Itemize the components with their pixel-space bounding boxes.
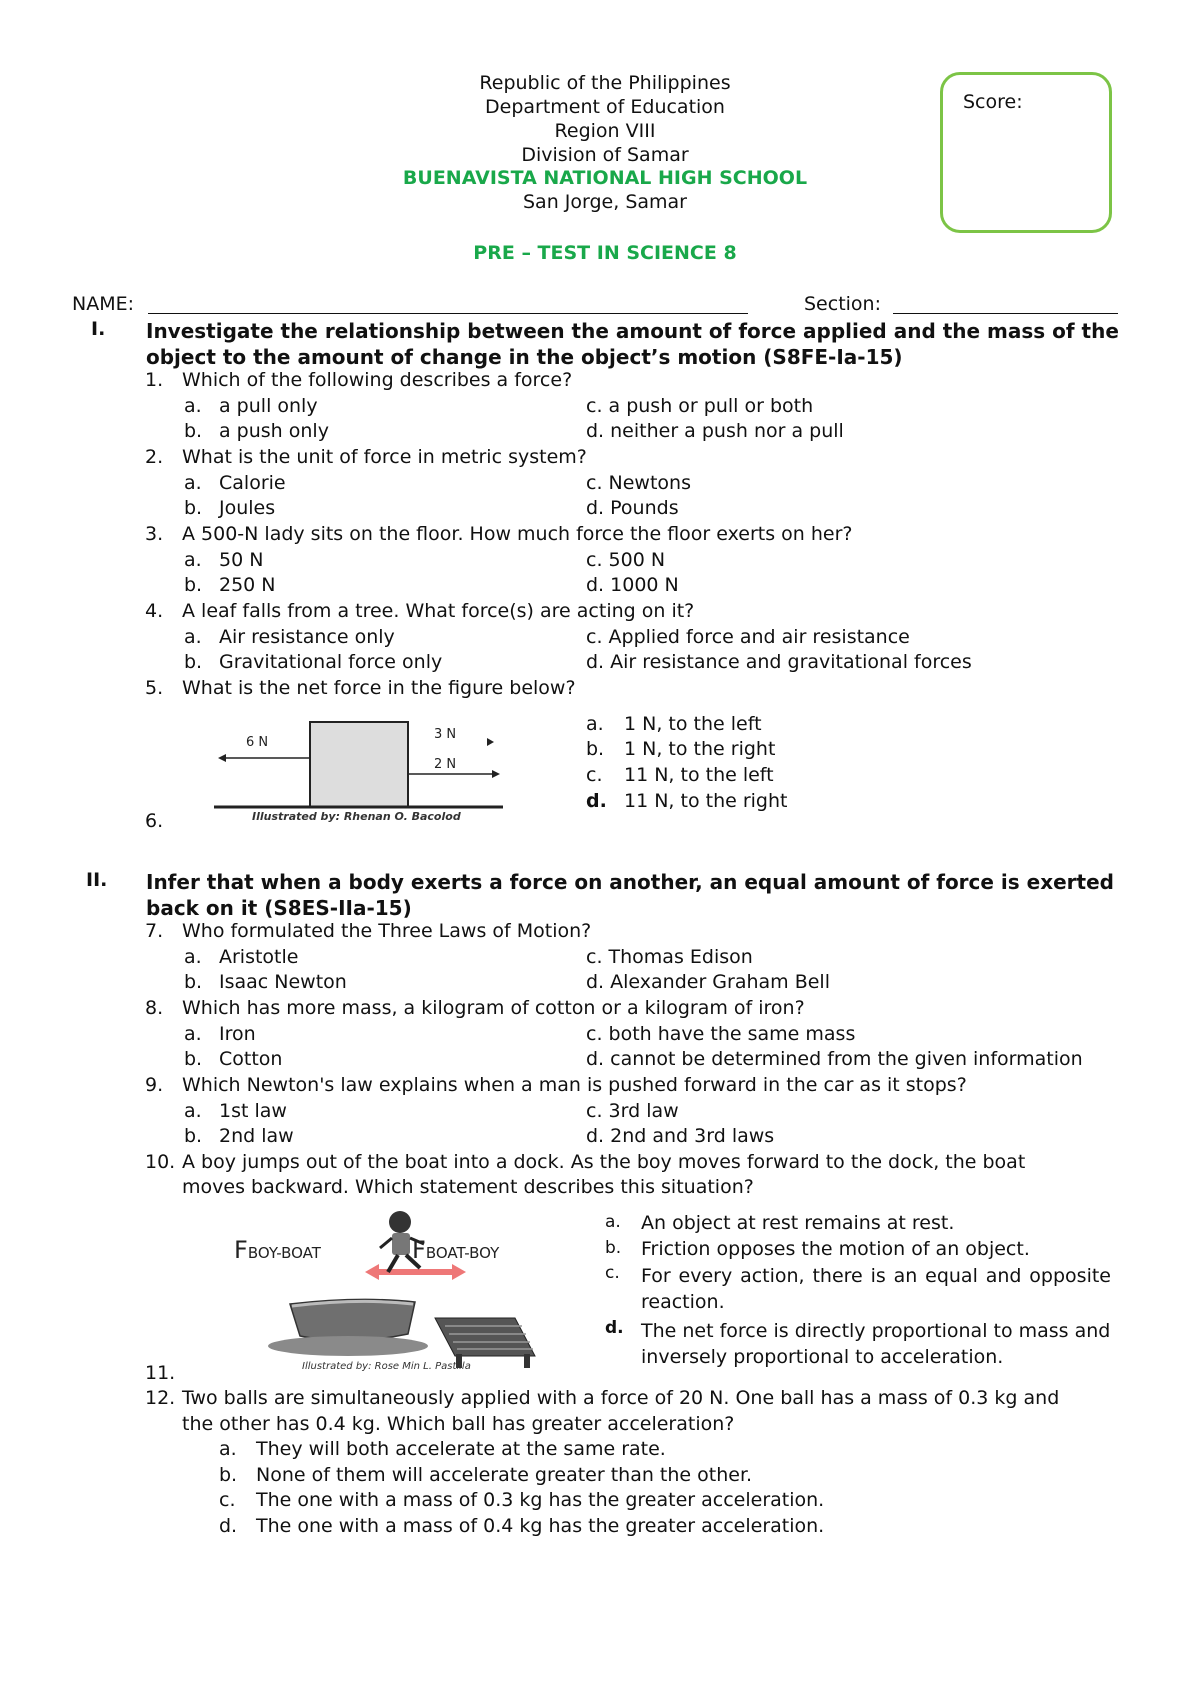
option-letter: a.: [184, 1023, 202, 1045]
boy-head: [389, 1211, 411, 1233]
header-region: Region VIII: [554, 120, 656, 142]
boat-dock-figure: [230, 1206, 550, 1371]
arrowhead-right: [452, 1264, 466, 1280]
option-text: d. cannot be determined from the given information: [586, 1048, 1083, 1070]
score-box: [940, 72, 1112, 233]
question-text: Which of the following describes a force?: [182, 369, 573, 391]
option-letter: b.: [219, 1464, 238, 1486]
arrowhead-left: [365, 1264, 379, 1280]
question-number: 7.: [145, 920, 164, 942]
question-text: Two balls are simultaneously applied with a force of 20 N. One ball has a mass of 0.3 kg and: [182, 1387, 1060, 1409]
right-arrowhead-2: [492, 770, 500, 778]
header-republic: Republic of the Philippines: [479, 72, 731, 94]
option-text: The one with a mass of 0.3 kg has the greater acceleration.: [256, 1489, 825, 1511]
option-letter: b.: [184, 574, 203, 596]
question-text: Who formulated the Three Laws of Motion?: [182, 920, 592, 942]
label-f-boy-boat: FBOY-BOAT: [234, 1236, 321, 1264]
option-text: c. both have the same mass: [586, 1023, 856, 1045]
option-letter: b.: [184, 497, 203, 519]
option-text: 11 N, to the left: [624, 764, 774, 786]
label-f-boat-boy: FBOAT-BOY: [412, 1236, 500, 1264]
option-letter: a.: [184, 1100, 202, 1122]
option-text: Isaac Newton: [219, 971, 347, 993]
header-department: Department of Education: [485, 96, 725, 118]
option-letter: d.: [586, 790, 607, 812]
right-force-label-2: 2 N: [434, 757, 457, 772]
option-letter: a.: [184, 472, 202, 494]
question-text: Which has more mass, a kilogram of cotton or a kilogram of iron?: [182, 997, 805, 1019]
section-1-title: Investigate the relationship between the amount of force applied and the mass of the object to the amount of change in the object’s motion (S8FE-Ia-15): [146, 319, 1119, 369]
right-arrowhead-1: [487, 738, 494, 746]
left-arrowhead: [218, 754, 226, 762]
water: [268, 1336, 428, 1356]
section-label: Section:: [804, 293, 881, 315]
option-text: d. Air resistance and gravitational forces: [586, 651, 972, 673]
question-number: 3.: [145, 523, 164, 545]
test-title: PRE – TEST IN SCIENCE 8: [473, 242, 737, 264]
question-text: A 500-N lady sits on the floor. How much force the floor exerts on her?: [182, 523, 853, 545]
option-text: d. 1000 N: [586, 574, 679, 596]
option-letter: a.: [184, 626, 202, 648]
option-text: a pull only: [219, 395, 318, 417]
option-letter: d.: [219, 1515, 238, 1537]
question-text: A leaf falls from a tree. What force(s) are acting on it?: [182, 600, 695, 622]
boy-body: [392, 1233, 410, 1255]
dock: [435, 1318, 535, 1356]
option-text: 250 N: [219, 574, 276, 596]
option-text: c. Thomas Edison: [586, 946, 753, 968]
option-text: The net force is directly proportional to mass and inversely proportional to acceleration.: [641, 1320, 1111, 1368]
option-letter: c.: [586, 764, 603, 786]
option-letter: a.: [184, 395, 202, 417]
option-letter: a.: [184, 946, 202, 968]
option-text: d. Pounds: [586, 497, 679, 519]
name-label: NAME:: [72, 293, 135, 315]
option-letter: d.: [605, 1318, 624, 1338]
option-text: 50 N: [219, 549, 264, 571]
option-text: Cotton: [219, 1048, 283, 1070]
net-force-figure: [210, 716, 510, 822]
header-division: Division of Samar: [521, 144, 689, 166]
right-force-label-1: 3 N: [434, 727, 457, 742]
option-text: Air resistance only: [219, 626, 395, 648]
question-text: What is the net force in the figure below?: [182, 677, 576, 699]
option-letter: a.: [184, 549, 202, 571]
option-letter: c.: [605, 1263, 620, 1283]
option-text: 11 N, to the right: [624, 790, 788, 812]
option-text: None of them will accelerate greater than the other.: [256, 1464, 753, 1486]
option-text: Gravitational force only: [219, 651, 443, 673]
option-text: c. Newtons: [586, 472, 691, 494]
option-text: Iron: [219, 1023, 256, 1045]
option-text: 1 N, to the left: [624, 713, 762, 735]
option-letter: a.: [219, 1438, 237, 1460]
option-text: The one with a mass of 0.4 kg has the greater acceleration.: [256, 1515, 825, 1537]
question-text: the other has 0.4 kg. Which ball has greater acceleration?: [182, 1413, 735, 1435]
option-text: d. 2nd and 3rd laws: [586, 1125, 775, 1147]
section-1-number: I.: [91, 318, 106, 340]
question-text: Which Newton's law explains when a man is pushed forward in the car as it stops?: [182, 1074, 967, 1096]
option-letter: b.: [605, 1238, 622, 1258]
question-text: A boy jumps out of the boat into a dock. As the boy moves forward to the dock, the boat: [182, 1151, 1026, 1173]
question-text: What is the unit of force in metric system?: [182, 446, 587, 468]
option-text: 1 N, to the right: [624, 738, 776, 760]
question-number: 5.: [145, 677, 164, 699]
option-text: c. 500 N: [586, 549, 666, 571]
option-text: d. Alexander Graham Bell: [586, 971, 830, 993]
option-text: They will both accelerate at the same rate.: [256, 1438, 666, 1460]
figure-credit: Illustrated by: Rhenan O. Bacolod: [252, 810, 461, 822]
question-number: 9.: [145, 1074, 164, 1096]
left-force-label: 6 N: [246, 735, 269, 750]
option-text: 2nd law: [219, 1125, 294, 1147]
question-number: 1.: [145, 369, 164, 391]
option-letter: a.: [586, 713, 604, 735]
question-number: 11.: [145, 1362, 176, 1384]
option-letter: b.: [184, 651, 203, 673]
option-text: Friction opposes the motion of an object.: [641, 1238, 1030, 1260]
block: [310, 722, 408, 807]
section-2-number: II.: [86, 869, 108, 891]
question-number: 12.: [145, 1387, 176, 1409]
question-number: 6.: [145, 810, 164, 832]
option-text: a push only: [219, 420, 329, 442]
option-text: Joules: [219, 497, 276, 519]
section-field[interactable]: [893, 313, 1118, 314]
option-letter: b.: [184, 1048, 203, 1070]
option-letter: b.: [586, 738, 605, 760]
option-text: 1st law: [219, 1100, 287, 1122]
option-text: c. Applied force and air resistance: [586, 626, 910, 648]
question-number: 8.: [145, 997, 164, 1019]
score-label: Score:: [963, 91, 1023, 113]
option-text: c. a push or pull or both: [586, 395, 814, 417]
option-letter: b.: [184, 1125, 203, 1147]
question-number: 2.: [145, 446, 164, 468]
section-2-title: Infer that when a body exerts a force on another, an equal amount of force is exerted back on it (S8ES-IIa-15): [146, 870, 1114, 920]
option-text: Aristotle: [219, 946, 299, 968]
question-number: 10.: [145, 1151, 176, 1173]
option-text: An object at rest remains at rest.: [641, 1212, 955, 1234]
option-letter: b.: [184, 971, 203, 993]
option-letter: a.: [605, 1212, 621, 1232]
school-name: BUENAVISTA NATIONAL HIGH SCHOOL: [402, 167, 808, 189]
option-letter: b.: [184, 420, 203, 442]
figure-credit: Illustrated by: Rose Min L. Pastilla: [302, 1361, 471, 1371]
name-field[interactable]: [148, 313, 748, 314]
question-text: moves backward. Which statement describes this situation?: [182, 1176, 754, 1198]
option-text: Calorie: [219, 472, 286, 494]
option-text: For every action, there is an equal and opposite reaction.: [641, 1265, 1111, 1313]
option-text: d. neither a push nor a pull: [586, 420, 844, 442]
school-location: San Jorge, Samar: [523, 191, 687, 213]
question-number: 4.: [145, 600, 164, 622]
option-text: c. 3rd law: [586, 1100, 679, 1122]
option-letter: c.: [219, 1489, 236, 1511]
